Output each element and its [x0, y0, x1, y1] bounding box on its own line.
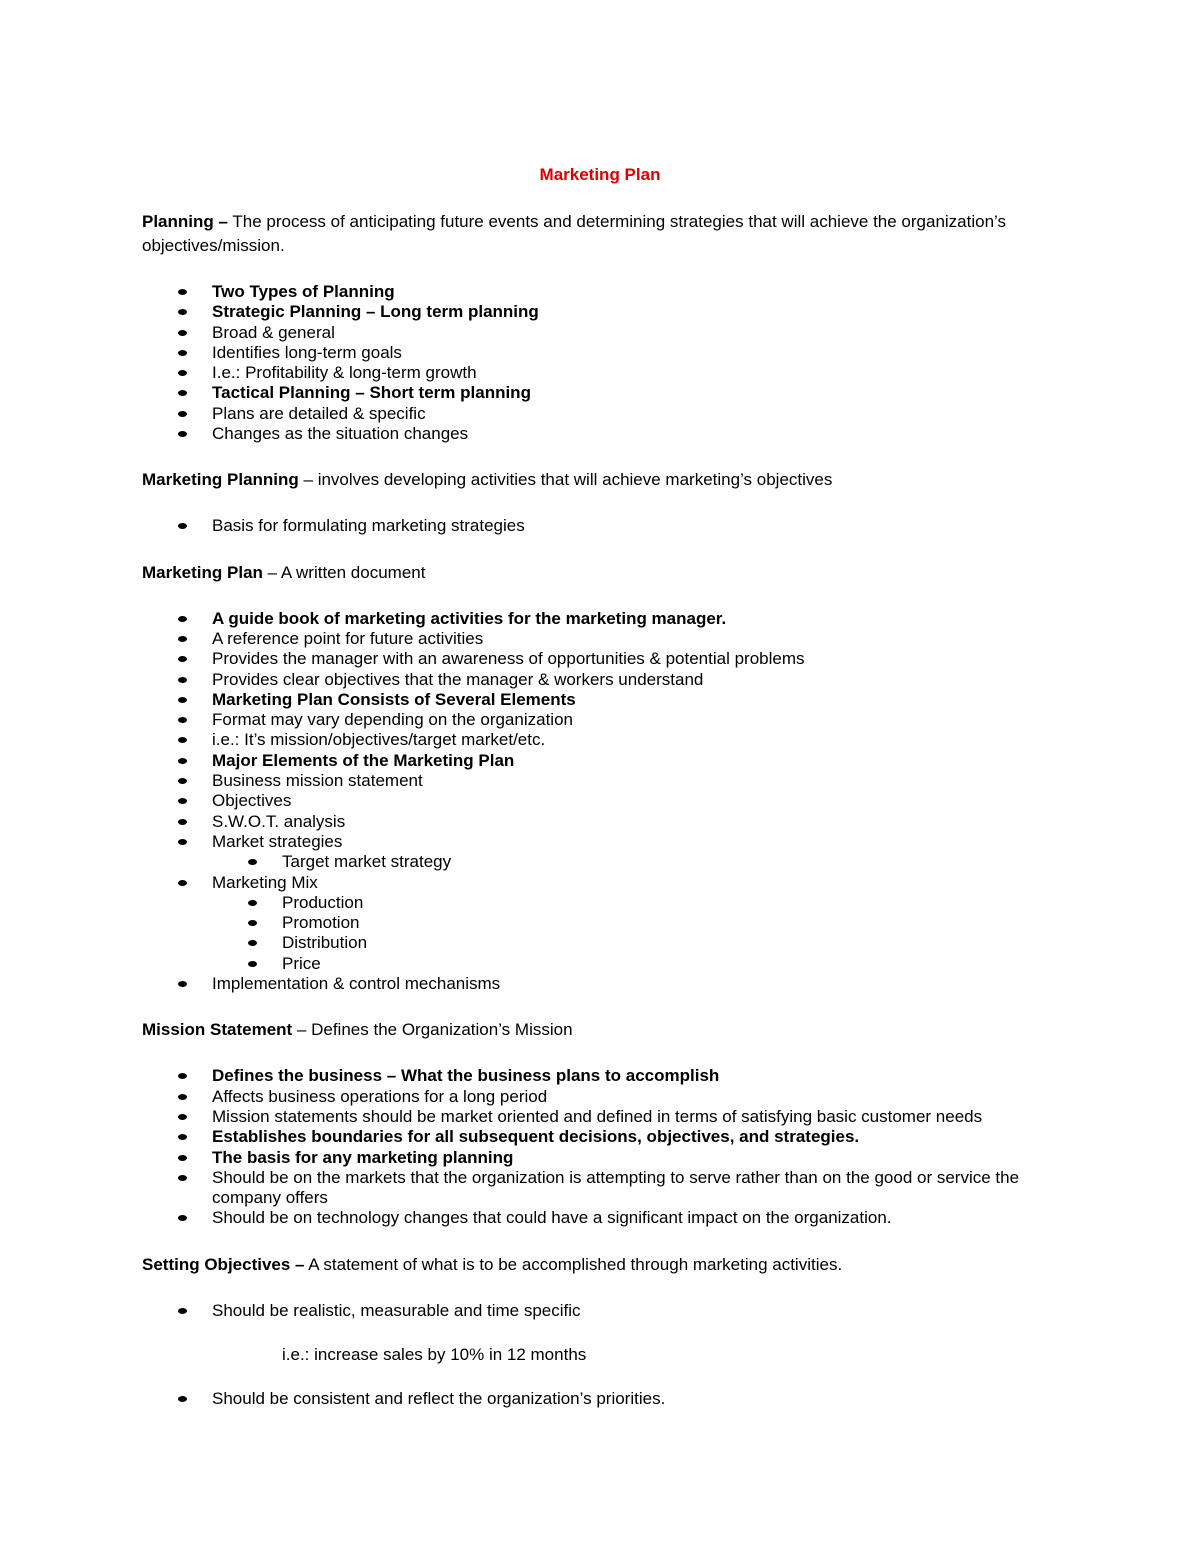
- bullet-text: Basis for formulating marketing strategies: [212, 516, 525, 536]
- bullet-text: Promotion: [282, 913, 360, 933]
- document-body: [142, 210, 1062, 1409]
- bullet-dot-icon: [178, 309, 187, 315]
- bullet-item: [142, 791, 1062, 811]
- bullet-item: [142, 1087, 1062, 1107]
- section-term: Planning –: [142, 212, 228, 231]
- bullet-item: [142, 1389, 1062, 1409]
- bullet-item: [142, 404, 1062, 424]
- bullet-list: [142, 1301, 1062, 1321]
- bullet-dot-icon: [178, 350, 187, 356]
- bullet-dot-icon: [178, 1175, 187, 1181]
- bullet-item: [142, 812, 1062, 832]
- bullet-dot-icon: [178, 778, 187, 784]
- bullet-dot-icon: [248, 940, 257, 946]
- bullet-text: Format may vary depending on the organization: [212, 710, 573, 730]
- bullet-dot-icon: [178, 798, 187, 804]
- bullet-dot-icon: [178, 390, 187, 396]
- example-note: i.e.: increase sales by 10% in 12 months: [282, 1344, 587, 1364]
- bullet-dot-icon: [178, 1396, 187, 1402]
- bullet-text: Business mission statement: [212, 771, 423, 791]
- bullet-item: [142, 516, 1062, 536]
- bullet-dot-icon: [178, 431, 187, 437]
- bullet-text: Should be realistic, measurable and time specific: [212, 1300, 581, 1320]
- bullet-text: Implementation & control mechanisms: [212, 974, 501, 994]
- spacer: [142, 537, 1062, 561]
- bullet-text: Marketing Plan Consists of Several Elements: [212, 689, 576, 709]
- bullet-text: Mission statements should be market oriented and defined in terms of satisfying basic customer needs: [212, 1106, 983, 1126]
- bullet-dot-icon: [178, 616, 187, 622]
- sub-bullet-item: [142, 954, 1062, 974]
- bullet-dot-icon: [178, 819, 187, 825]
- bullet-dot-icon: [178, 656, 187, 662]
- bullet-item: [142, 1148, 1062, 1168]
- spacer: [142, 444, 1062, 468]
- bullet-text: Provides the manager with an awareness of opportunities & potential problems: [212, 649, 805, 669]
- sub-bullet-item: [142, 893, 1062, 913]
- section-term: Marketing Plan: [142, 562, 263, 582]
- bullet-dot-icon: [248, 920, 257, 926]
- bullet-text: A reference point for future activities: [212, 628, 484, 648]
- section-term: Marketing Planning: [142, 470, 299, 490]
- bullet-dot-icon: [178, 370, 187, 376]
- bullet-item: [142, 670, 1062, 690]
- section-paragraph: [142, 561, 1062, 585]
- bullet-dot-icon: [248, 900, 257, 906]
- bullet-item: [142, 690, 1062, 710]
- bullet-text: Changes as the situation changes: [212, 424, 469, 444]
- bullet-text: I.e.: Profitability & long-term growth: [212, 363, 477, 383]
- bullet-dot-icon: [178, 880, 187, 886]
- bullet-text: Price: [282, 953, 321, 973]
- bullet-item: [142, 343, 1062, 363]
- bullet-text: Affects business operations for a long period: [212, 1086, 548, 1106]
- bullet-item: [142, 832, 1062, 852]
- bullet-text: A guide book of marketing activities for the marketing manager.: [212, 608, 727, 628]
- bullet-dot-icon: [178, 1155, 187, 1161]
- bullet-list: [142, 1389, 1062, 1409]
- bullet-item: [142, 302, 1062, 322]
- spacer: [142, 1229, 1062, 1253]
- spacer: [142, 258, 1062, 282]
- bullet-dot-icon: [178, 981, 187, 987]
- bullet-item: [142, 649, 1062, 669]
- bullet-item: [142, 751, 1062, 771]
- bullet-item: [142, 873, 1062, 893]
- bullet-text: Major Elements of the Marketing Plan: [212, 750, 515, 770]
- bullet-item: [142, 1168, 1062, 1209]
- bullet-item: [142, 323, 1062, 343]
- bullet-dot-icon: [178, 523, 187, 529]
- bullet-dot-icon: [178, 737, 187, 743]
- section-paragraph: [142, 210, 1062, 258]
- bullet-text: i.e.: It’s mission/objectives/target market/etc.: [212, 730, 546, 750]
- bullet-text: Identifies long-term goals: [212, 342, 402, 362]
- bullet-text: Should be on the markets that the organization is attempting to serve rather than on the good or service the company offers: [212, 1167, 1020, 1208]
- bullet-item: [142, 424, 1062, 444]
- spacer: [142, 1365, 1062, 1389]
- bullet-item: [142, 1066, 1062, 1086]
- bullet-list: [142, 609, 1062, 995]
- bullet-text: Target market strategy: [282, 852, 452, 872]
- bullet-text: Tactical Planning – Short term planning: [212, 383, 531, 403]
- section-term: Setting Objectives –: [142, 1254, 305, 1274]
- spacer: [142, 994, 1062, 1018]
- bullet-item: [142, 363, 1062, 383]
- bullet-item: [142, 609, 1062, 629]
- bullet-text: Production: [282, 892, 364, 912]
- bullet-text: Defines the business – What the business plans to accomplish: [212, 1066, 720, 1086]
- sub-bullet-item: [142, 933, 1062, 953]
- section-paragraph: [142, 1018, 1062, 1042]
- bullet-list: [142, 1066, 1062, 1228]
- bullet-dot-icon: [178, 697, 187, 703]
- bullet-text: Should be consistent and reflect the organization’s priorities.: [212, 1388, 666, 1408]
- spacer: [142, 1277, 1062, 1301]
- sub-bullet-item: [142, 913, 1062, 933]
- bullet-item: [142, 1301, 1062, 1321]
- bullet-item: [142, 974, 1062, 994]
- bullet-item: [142, 730, 1062, 750]
- bullet-text: Plans are detailed & specific: [212, 403, 426, 423]
- bullet-item: [142, 1107, 1062, 1127]
- bullet-text: Broad & general: [212, 322, 335, 342]
- section-definition: – involves developing activities that will achieve marketing’s objectives: [298, 470, 833, 490]
- sub-bullet-item: [142, 852, 1062, 872]
- bullet-dot-icon: [178, 1308, 187, 1314]
- bullet-dot-icon: [178, 677, 187, 683]
- bullet-text: S.W.O.T. analysis: [212, 811, 346, 831]
- bullet-dot-icon: [178, 1073, 187, 1079]
- bullet-item: [142, 710, 1062, 730]
- bullet-dot-icon: [178, 717, 187, 723]
- section-definition: A statement of what is to be accomplished through marketing activities.: [304, 1254, 843, 1274]
- page-title: Marketing Plan: [539, 165, 661, 184]
- bullet-item: [142, 1208, 1062, 1228]
- spacer: [142, 1042, 1062, 1066]
- bullet-text: Objectives: [212, 791, 292, 811]
- bullet-dot-icon: [178, 1215, 187, 1221]
- bullet-dot-icon: [178, 411, 187, 417]
- bullet-item: [142, 383, 1062, 403]
- bullet-list: [142, 516, 1062, 536]
- spacer: [142, 1321, 1062, 1345]
- bullet-dot-icon: [248, 961, 257, 967]
- bullet-text: Market strategies: [212, 831, 343, 851]
- bullet-dot-icon: [178, 636, 187, 642]
- bullet-item: [142, 1127, 1062, 1147]
- bullet-dot-icon: [178, 839, 187, 845]
- spacer: [142, 492, 1062, 516]
- section-definition: – Defines the Organization’s Mission: [292, 1020, 573, 1040]
- bullet-text: Establishes boundaries for all subsequent decisions, objectives, and strategies.: [212, 1127, 860, 1147]
- bullet-text: Marketing Mix: [212, 872, 318, 892]
- bullet-list: [142, 282, 1062, 444]
- bullet-item: [142, 282, 1062, 302]
- section-definition: – A written document: [262, 562, 426, 582]
- bullet-dot-icon: [178, 330, 187, 336]
- bullet-dot-icon: [178, 1114, 187, 1120]
- section-definition: The process of anticipating future events and determining strategies that will achieve the organization’s objectives/mission.: [142, 212, 1007, 255]
- bullet-dot-icon: [178, 758, 187, 764]
- bullet-text: Two Types of Planning: [212, 282, 395, 301]
- bullet-text: Strategic Planning – Long term planning: [212, 302, 539, 322]
- section-paragraph: [142, 1253, 1062, 1277]
- bullet-item: [142, 629, 1062, 649]
- section-term: Mission Statement: [142, 1020, 293, 1040]
- bullet-text: Provides clear objectives that the manager & workers understand: [212, 669, 704, 689]
- bullet-text: The basis for any marketing planning: [212, 1147, 514, 1167]
- bullet-dot-icon: [178, 1134, 187, 1140]
- bullet-dot-icon: [178, 289, 187, 295]
- spacer: [142, 585, 1062, 609]
- bullet-item: [142, 771, 1062, 791]
- bullet-text: Should be on technology changes that could have a significant impact on the organization.: [212, 1208, 892, 1228]
- bullet-dot-icon: [178, 1094, 187, 1100]
- bullet-dot-icon: [248, 859, 257, 865]
- section-paragraph: [142, 468, 1062, 492]
- bullet-text: Distribution: [282, 933, 368, 953]
